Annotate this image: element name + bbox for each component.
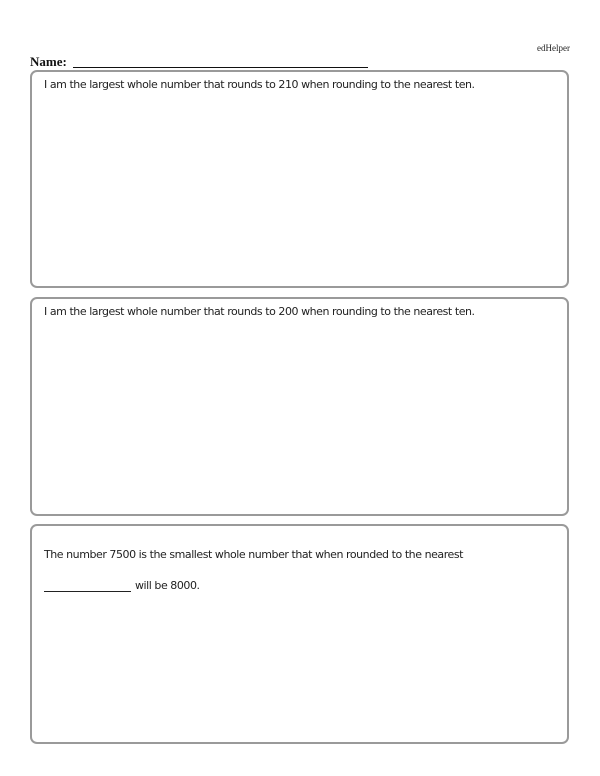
name-input-line[interactable] [73,55,368,68]
question-3-suffix: will be 8000. [135,579,200,592]
question-1-text: I am the largest whole number that rounds to 210 when rounding to the nearest ten. [44,78,475,91]
answer-blank[interactable] [44,579,131,592]
brand-label: edHelper [537,43,570,53]
question-3-text: The number 7500 is the smallest whole number that when rounded to the nearest [44,548,463,561]
question-box-3[interactable] [30,524,569,744]
name-label: Name: [30,54,67,69]
question-box-2[interactable] [30,297,569,516]
name-row [30,52,368,68]
question-2-text: I am the largest whole number that rounds to 200 when rounding to the nearest ten. [44,305,475,318]
question-box-1[interactable] [30,70,569,288]
question-3-answer-row [44,579,200,592]
